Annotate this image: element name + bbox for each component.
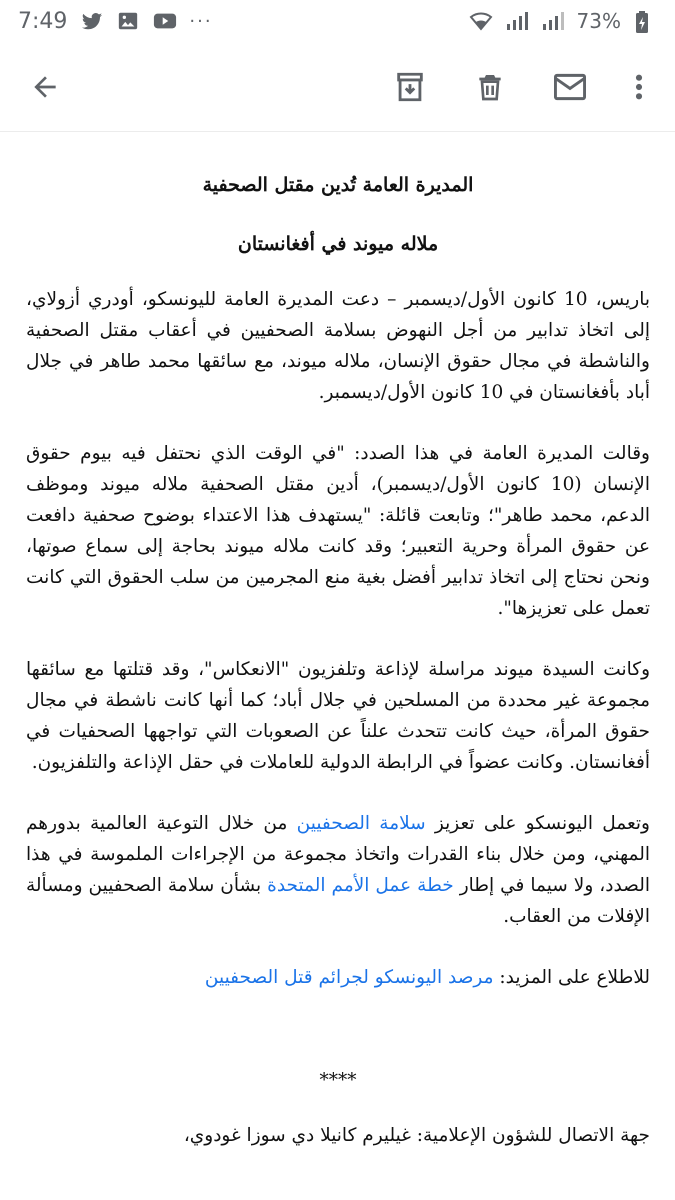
paragraph-4-text-b: من خلال التوعية العالمية بدورهم المهني، ومن خلال بناء القدرات واتخاذ مجموعة من الإجراءات الملموسة في هذا الصدد، ولا سيما في إطار	[26, 813, 651, 896]
paragraph-3: وكانت السيدة ميوند مراسلة لإذاعة وتلفزيون "الانعكاس"، وقد قتلتها مع سائقها مجموعة غير محددة من المسلحين في جلال أباد؛ كما أنها كانت ناشطة في مجال حقوق المرأة، حيث كانت تتحدث علناً عن الصعوبات التي تواجهها الصحفيات في أفغانستان. وكانت عضواً في الرابطة الدولية للعاملات في حقل الإذاعة والتلفزيون.	[26, 659, 650, 773]
paragraph-2: وقالت المديرة العامة في هذا الصدد: "في الوقت الذي نحتفل فيه بيوم حقوق الإنسان (10 كانون الأول/ديسمبر)، أدين مقتل الصحفية ملاله ميوند وموظف الدعم، محمد طاهر"؛ وتابعت قائلة: "يستهدف هذا الاعتداء بوضوح صحفية دافعت عن حقوق المرأة وحرية التعبير؛ وقد كانت ملاله ميوند بحاجة إلى سماع صوتها، ونحن نحتاج إلى اتخاذ تدابير أفضل بغية منع المجرمين من سلب الحقوق التي كانت تعمل على تعزيزها".	[26, 443, 650, 619]
observatory-link[interactable]: مرصد اليونسكو لجرائم قتل الصحفيين	[204, 967, 494, 988]
archive-button[interactable]	[385, 62, 435, 112]
email-subtitle: ملاله ميوند في أفغانستان	[237, 233, 439, 255]
paragraph-4-text-c: بشأن سلامة الصحفيين ومسألة الإفلات من العقاب.	[26, 875, 650, 927]
image-icon	[117, 10, 139, 32]
paragraph-1: باريس، 10 كانون الأول/ديسمبر – دعت المديرة العامة لليونسكو، أودري أزولاي، إلى اتخاذ تدابير من أجل النهوض بسلامة الصحفيين في أعقاب مقتل الصحفية والناشطة في مجال حقوق الإنسان، ملاله ميوند، مع سائقها محمد طاهر في جلال أباد بأفغانستان في 10 كانون الأول/ديسمبر.	[26, 289, 650, 403]
separator-stars: ****	[319, 1070, 357, 1091]
media-contact: جهة الاتصال للشؤون الإعلامية: غيليرم كانيلا دي سوزا غودوي،	[183, 1125, 650, 1146]
youtube-icon	[153, 10, 175, 32]
more-options-button[interactable]	[614, 62, 664, 112]
paragraph-4-text-a: وتعمل اليونسكو على تعزيز	[425, 813, 650, 834]
battery-percent: 73%	[576, 9, 621, 33]
un-action-plan-link[interactable]: خطة عمل الأمم المتحدة	[267, 875, 454, 896]
back-button[interactable]	[20, 62, 70, 112]
more-info-line	[26, 962, 650, 993]
status-bar	[0, 0, 675, 42]
twitter-icon	[81, 10, 103, 32]
email-body	[26, 170, 650, 1151]
journalist-safety-link[interactable]: سلامة الصحفيين	[296, 813, 426, 834]
clock: 7:49	[18, 8, 68, 34]
battery-charging-icon	[635, 10, 657, 32]
mark-unread-button[interactable]	[545, 62, 595, 112]
mail-icon	[552, 71, 588, 103]
arrow-back-icon	[29, 71, 61, 103]
email-toolbar	[0, 42, 675, 132]
signal-2-icon	[541, 10, 563, 32]
archive-icon	[393, 70, 427, 104]
more-info-label: للاطلاع على المزيد:	[493, 967, 650, 988]
status-right	[469, 9, 657, 33]
more-vert-icon	[634, 71, 644, 103]
status-left	[18, 9, 213, 34]
wifi-icon	[469, 10, 491, 32]
signal-icon	[505, 10, 527, 32]
more-notifications: ···	[189, 10, 213, 32]
delete-button[interactable]	[465, 62, 515, 112]
email-title: المديرة العامة تُدين مقتل الصحفية	[202, 174, 474, 196]
paragraph-4	[26, 808, 650, 932]
trash-icon	[474, 71, 506, 103]
